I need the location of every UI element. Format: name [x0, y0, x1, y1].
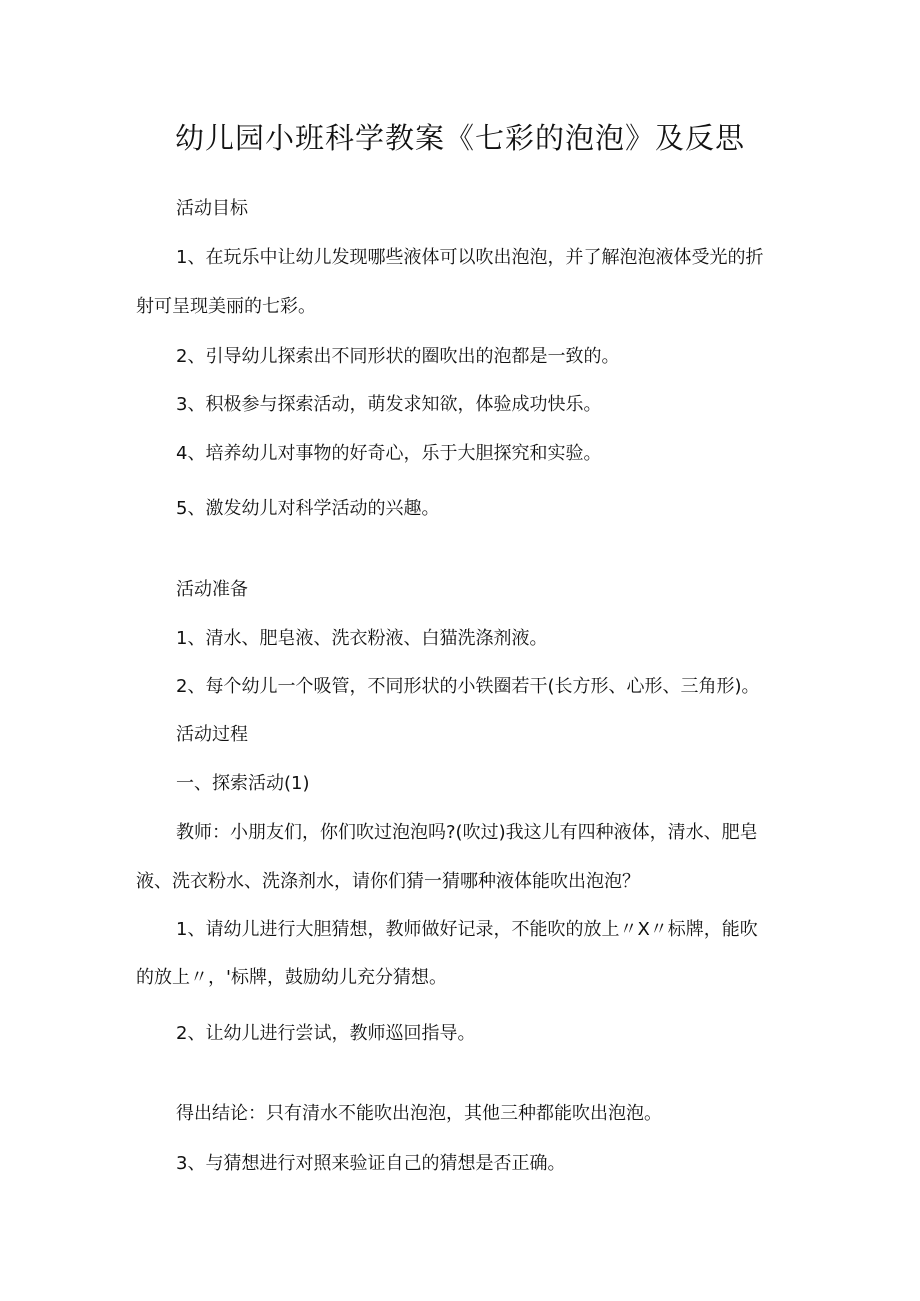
paragraph-line: 教师：小朋友们，你们吹过泡泡吗?(吹过)我这儿有四种液体，清水、肥皂	[176, 822, 758, 843]
paragraph-line: 3、积极参与探索活动，萌发求知欲，体验成功快乐。	[176, 394, 602, 415]
section-heading-process: 活动过程	[176, 724, 248, 745]
paragraph-line: 1、清水、肥皂液、洗衣粉液、白猫洗涤剂液。	[176, 628, 548, 649]
paragraph-line: 3、与猜想进行对照来验证自己的猜想是否正确。	[176, 1153, 566, 1174]
paragraph-line: 的放上〃，'标牌，鼓励幼儿充分猜想。	[136, 967, 447, 988]
paragraph-line: 射可呈现美丽的七彩。	[136, 296, 316, 317]
paragraph-line: 5、激发幼儿对科学活动的兴趣。	[176, 498, 440, 519]
paragraph-line: 2、引导幼儿探索出不同形状的圈吹出的泡都是一致的。	[176, 346, 620, 367]
paragraph-line: 液、洗衣粉水、洗涤剂水，请你们猜一猜哪种液体能吹出泡泡？	[136, 871, 640, 892]
paragraph-line: 1、请幼儿进行大胆猜想，教师做好记录，不能吹的放上〃X〃标牌，能吹	[176, 919, 758, 940]
section-heading-goals: 活动目标	[176, 198, 248, 219]
paragraph-line: 得出结论：只有清水不能吹出泡泡，其他三种都能吹出泡泡。	[176, 1103, 662, 1124]
paragraph-line: 2、让幼儿进行尝试，教师巡回指导。	[176, 1023, 476, 1044]
paragraph-line: 1、在玩乐中让幼儿发现哪些液体可以吹出泡泡，并了解泡泡液体受光的折	[176, 247, 764, 268]
paragraph-line: 一、探索活动(1)	[176, 773, 310, 794]
paragraph-line: 2、每个幼儿一个吸管，不同形状的小铁圈若干(长方形、心形、三角形)。	[176, 676, 760, 697]
section-heading-preparation: 活动准备	[176, 579, 248, 600]
paragraph-line: 4、培养幼儿对事物的好奇心，乐于大胆探究和实验。	[176, 443, 602, 464]
document-title: 幼儿园小班科学教案《七彩的泡泡》及反思	[174, 121, 745, 155]
